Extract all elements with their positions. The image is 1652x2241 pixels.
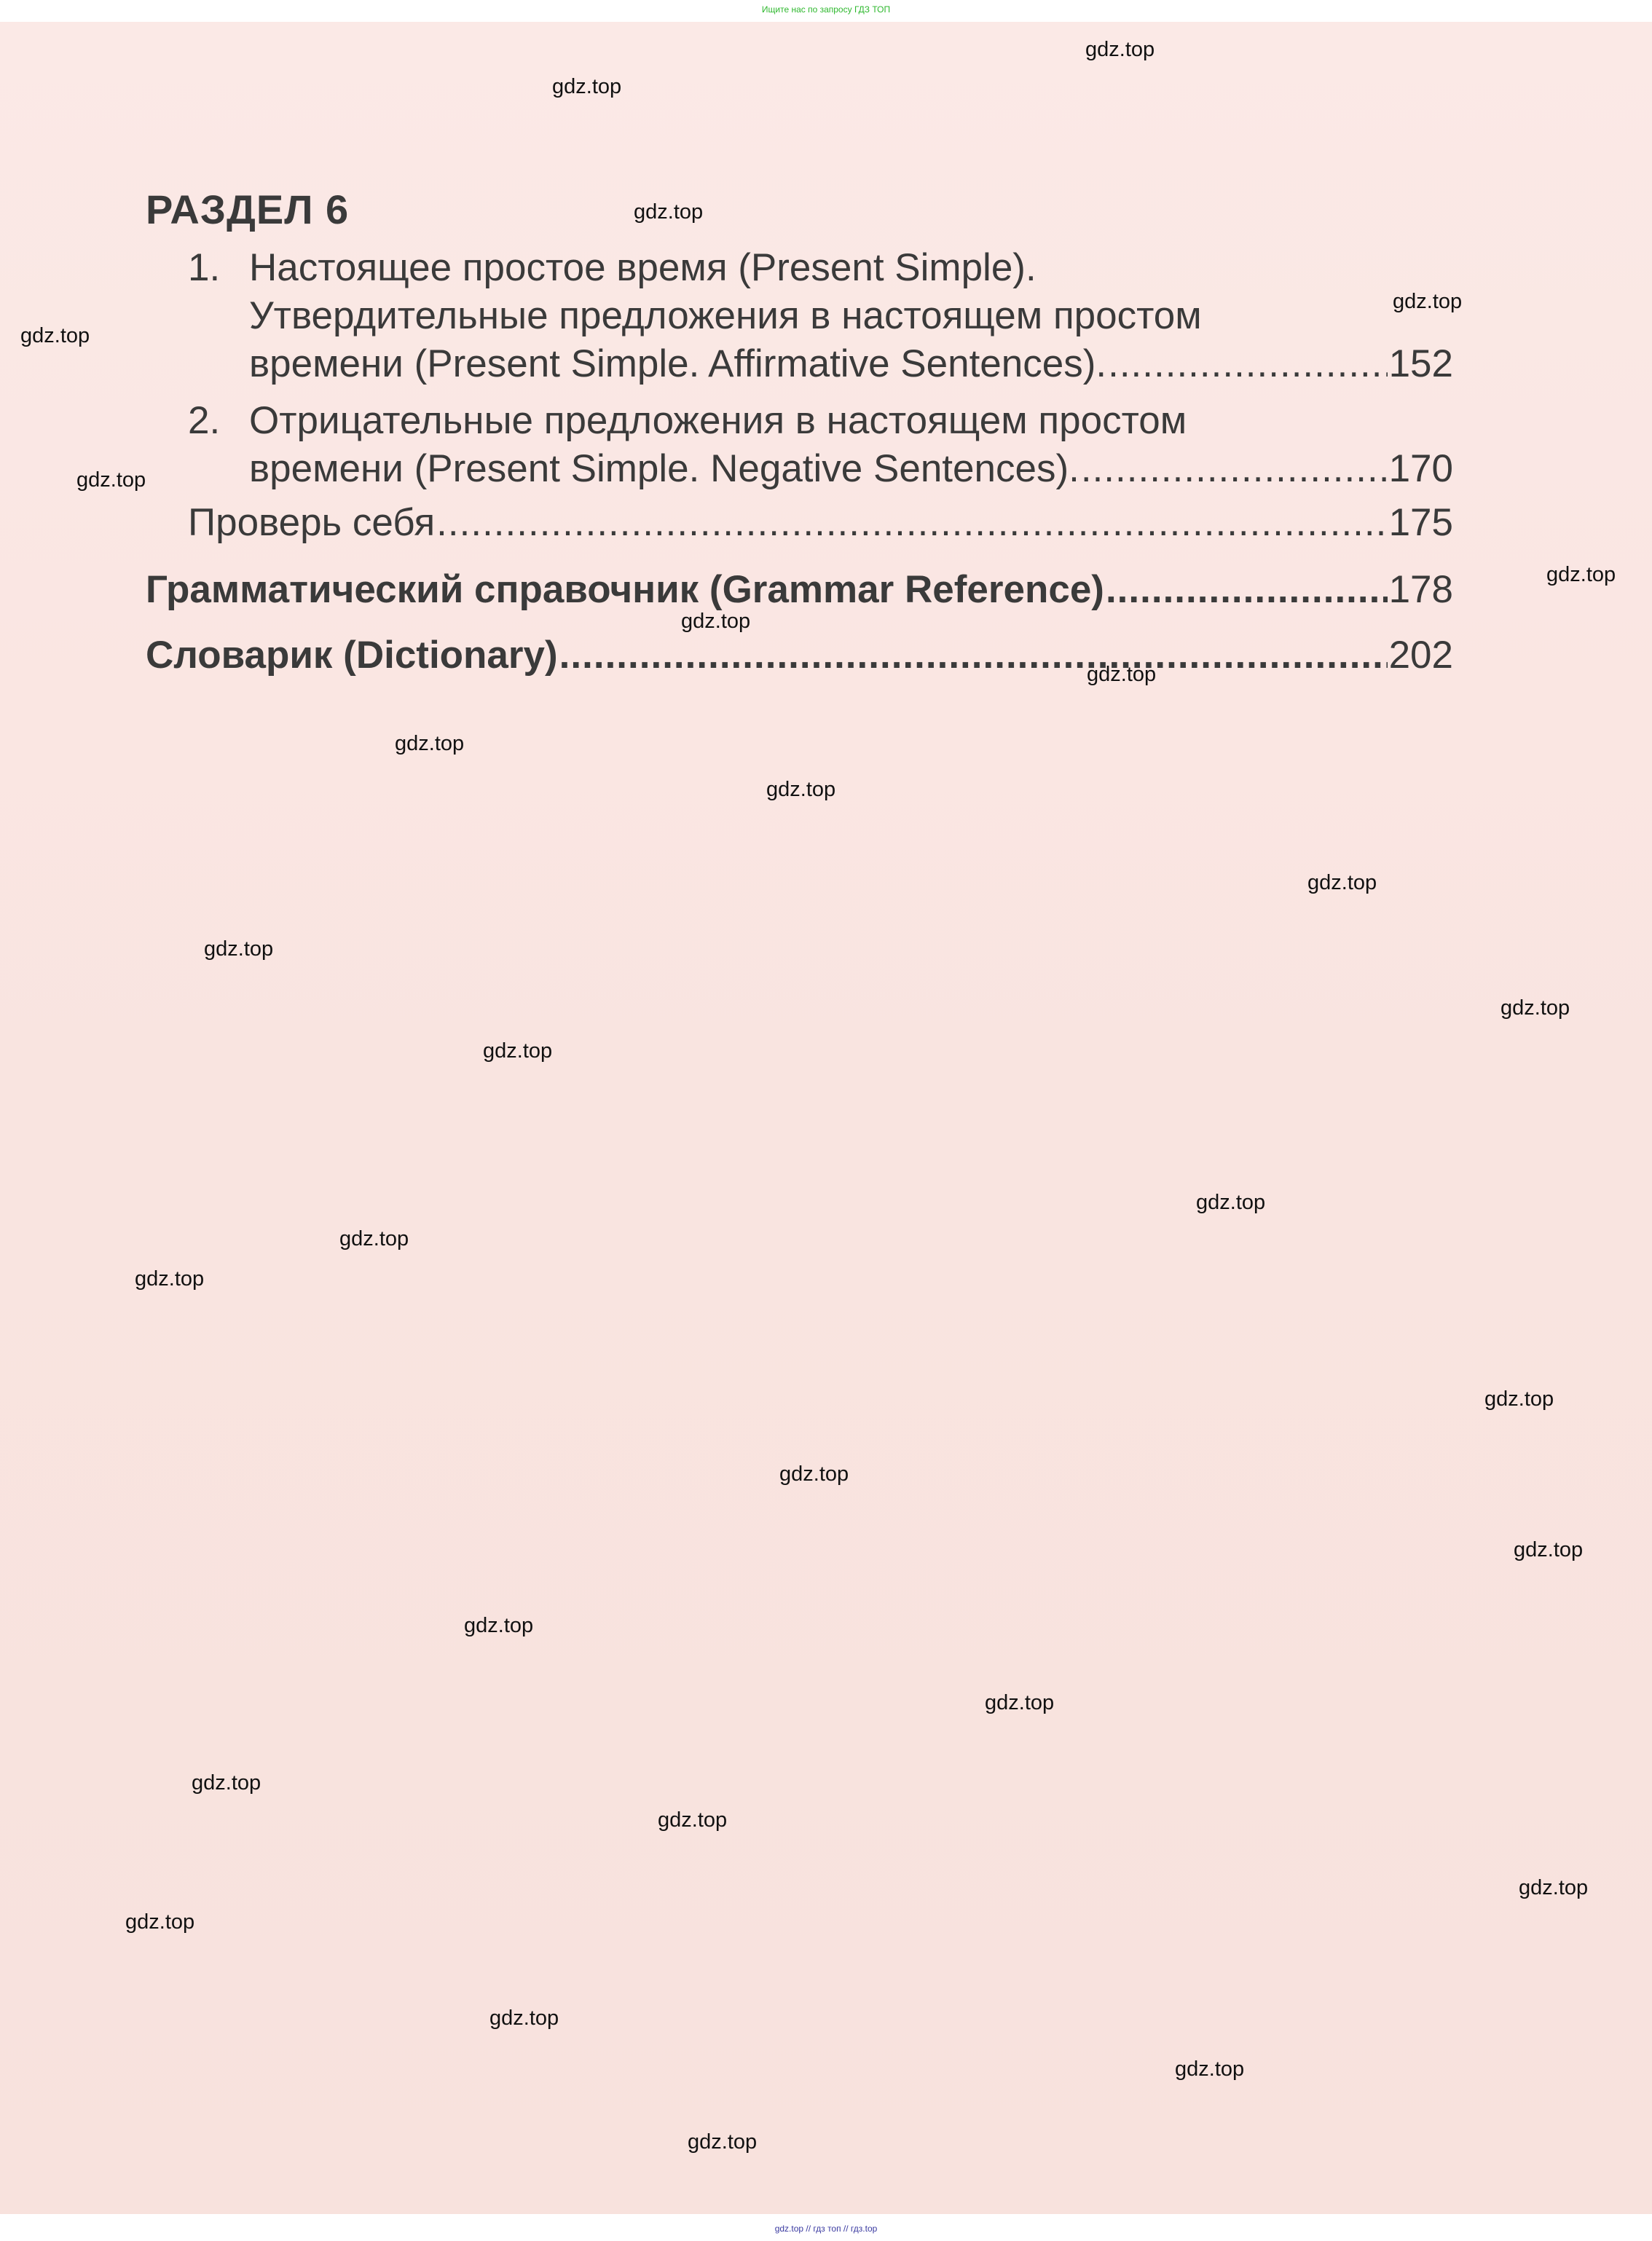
watermark-text: gdz.top — [135, 1267, 205, 1291]
toc-entry-dictionary — [146, 631, 1453, 680]
watermark-text: gdz.top — [1196, 1191, 1266, 1214]
entry-label: Словарик (Dictionary) — [146, 634, 558, 677]
watermark-text: gdz.top — [192, 1771, 261, 1795]
entry-line: Отрицательные предложения в настоящем простом — [249, 399, 1187, 442]
leader-dots — [1081, 445, 1388, 493]
entry-line: времени (Present Simple. Negative Sentences). — [249, 447, 1079, 490]
watermark-text: gdz.top — [681, 610, 751, 633]
watermark-text: gdz.top — [1085, 38, 1155, 61]
page-number: 202 — [1388, 634, 1453, 677]
entry-line: времени (Present Simple. Affirmative Sentences). — [249, 342, 1107, 385]
watermark-text: gdz.top — [658, 1808, 728, 1832]
leader-dots — [436, 499, 1387, 547]
entry-line: Настоящее простое время (Present Simple). — [249, 246, 1037, 289]
watermark-text: gdz.top — [1393, 290, 1463, 313]
watermark-text: gdz.top — [464, 1614, 534, 1637]
watermark-text: gdz.top — [125, 1910, 195, 1934]
watermark-text: gdz.top — [1307, 871, 1377, 894]
page-number: 175 — [1388, 501, 1453, 544]
watermark-text: gdz.top — [985, 1691, 1055, 1714]
entry-line: Утвердительные предложения в настоящем простом — [249, 294, 1202, 337]
watermark-text: gdz.top — [1175, 2057, 1245, 2081]
section-title: РАЗДЕЛ 6 — [146, 186, 350, 232]
watermark-text: gdz.top — [634, 200, 704, 224]
watermark-text: gdz.top — [766, 778, 836, 801]
watermark-text: gdz.top — [1514, 1538, 1584, 1561]
watermark-text: gdz.top — [1546, 563, 1616, 586]
watermark-text: gdz.top — [20, 324, 90, 347]
watermark-text: gdz.top — [339, 1227, 409, 1251]
watermark-text: gdz.top — [552, 75, 622, 98]
page-number: 170 — [1388, 447, 1453, 490]
entry-label: Проверь себя — [188, 501, 436, 544]
watermark-text: gdz.top — [1087, 663, 1157, 686]
entry-number: 1. — [188, 246, 221, 289]
watermark-text: gdz.top — [489, 2006, 559, 2030]
bottom-banner: gdz.top // гдз топ // гдз.top — [774, 2224, 878, 2234]
watermark-text: gdz.top — [1519, 1876, 1589, 1899]
entry-label: Грамматический справочник (Grammar Reference) — [146, 568, 1104, 611]
watermark-text: gdz.top — [395, 732, 465, 755]
watermark-text: gdz.top — [688, 2130, 758, 2154]
leader-dots — [559, 631, 1388, 680]
watermark-text: gdz.top — [1484, 1387, 1554, 1411]
top-banner: Ищите нас по запросу ГДЗ ТОП — [761, 4, 891, 15]
watermark-text: gdz.top — [779, 1462, 849, 1486]
watermark-text: gdz.top — [483, 1039, 553, 1063]
book-page — [0, 22, 1652, 2214]
watermark-text: gdz.top — [204, 937, 274, 961]
leader-dots — [1106, 566, 1388, 614]
page-number: 178 — [1388, 568, 1453, 611]
watermark-text: gdz.top — [1500, 996, 1570, 1020]
leader-dots — [1108, 340, 1387, 388]
entry-number: 2. — [188, 399, 221, 442]
page-number: 152 — [1388, 342, 1453, 385]
toc-entry-check — [188, 499, 1453, 547]
toc-entry-grammar — [146, 566, 1453, 614]
watermark-text: gdz.top — [76, 468, 146, 492]
